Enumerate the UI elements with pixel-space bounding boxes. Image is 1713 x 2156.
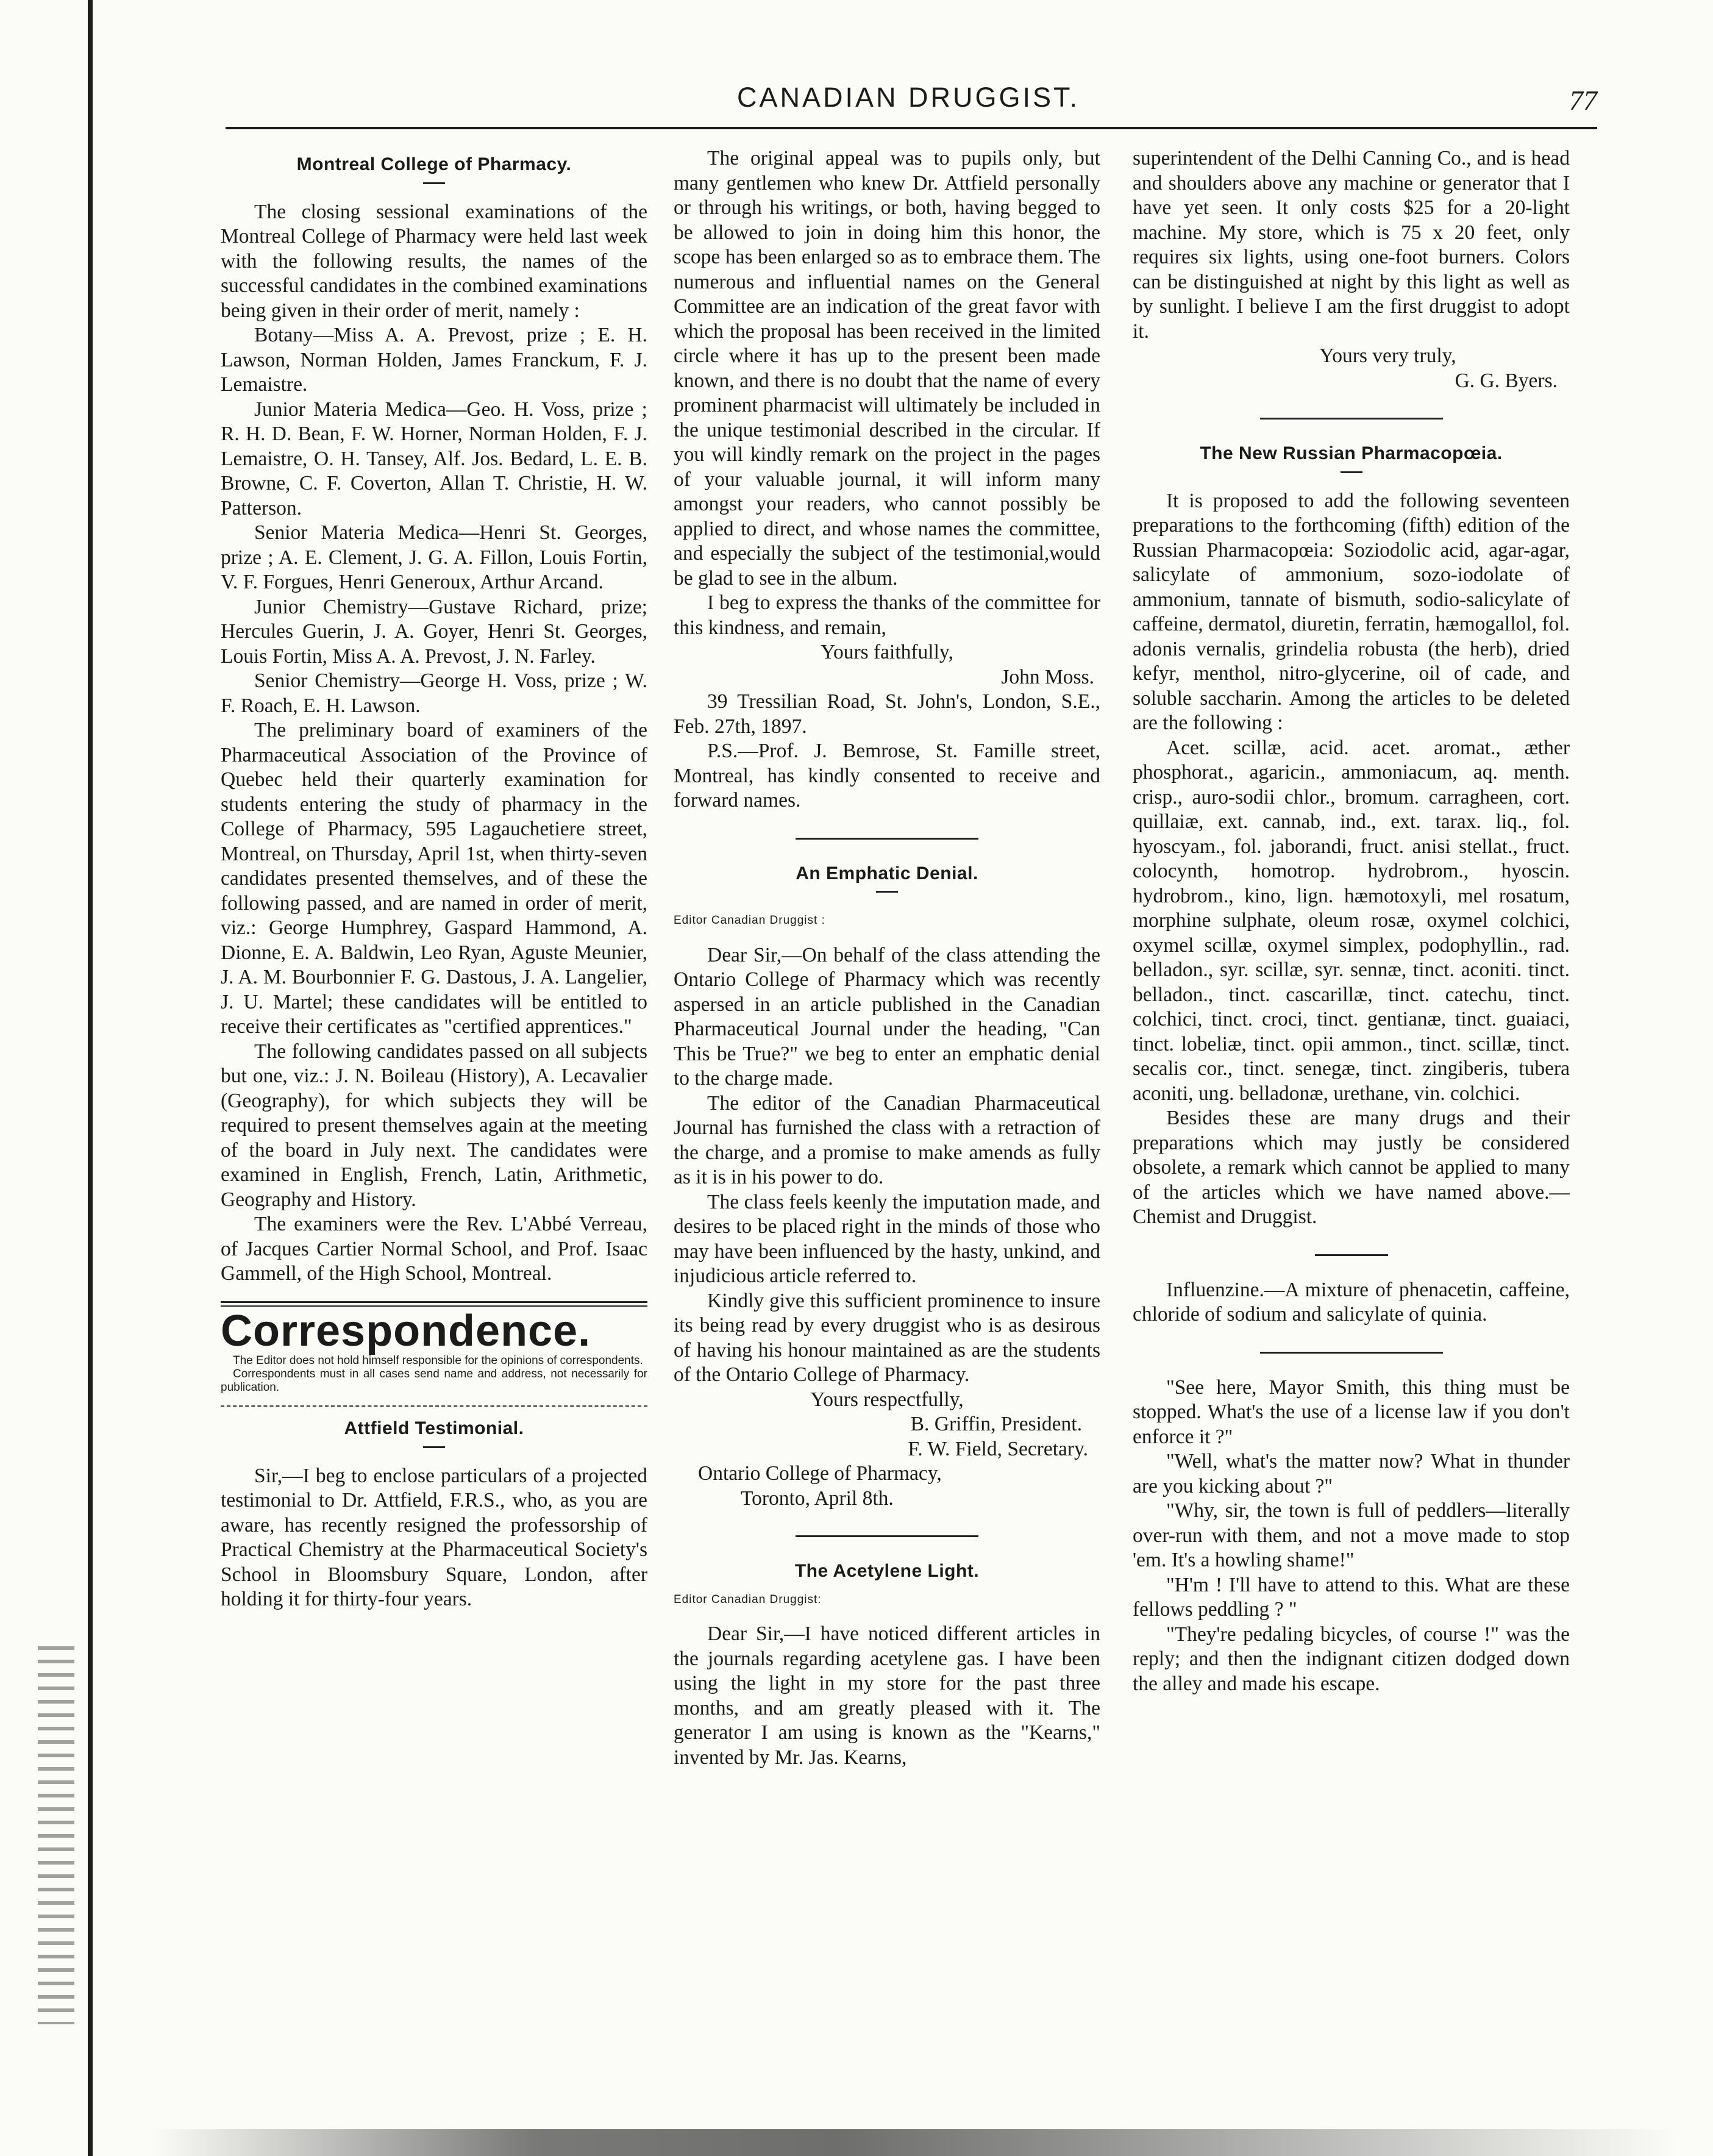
heading-dash xyxy=(423,182,445,184)
article-separator xyxy=(1315,1254,1388,1256)
paragraph: Influenzine.—A mixture of phenacetin, caffeine, chloride of sodium and salicylate of quinia. xyxy=(1133,1278,1570,1326)
paragraph: Senior Chemistry—George H. Voss, prize ; W. F. Roach, E. H. Lawson. xyxy=(221,669,647,717)
article-separator xyxy=(1260,418,1443,419)
page-header xyxy=(219,79,1597,128)
paragraph: Junior Chemistry—Gustave Richard, prize; Hercules Guerin, J. A. Goyer, Henri St. Georges, Louis Fortin, Miss A. A. Prevost, J. N. Farley. xyxy=(221,595,647,668)
closing: Yours very truly, xyxy=(1319,344,1456,367)
paragraph: I beg to express the thanks of the committee for this kindness, and remain, xyxy=(674,591,1100,639)
paragraph: Dear Sir,—I have noticed different articles in the journals regarding acetylene gas. I have been using the light in my store for the past three months, and am greatly pleased with it. The generator I am using is known as the "Kearns," invented by Mr. Jas. Kearns, xyxy=(674,1622,1100,1769)
paragraph: Besides these are many drugs and their preparations which may justly be considered obsolete, a remark which cannot be applied to many of the articles which we have named above.—Chemist and Druggist. xyxy=(1133,1107,1570,1228)
paragraph: Kindly give this sufficient prominence to insure its being read by every druggist who is as desirous of having his honour maintained as are the students of the Ontario College of Pharmacy. xyxy=(674,1289,1100,1386)
paragraph: "They're pedaling bicycles, of course !" was the reply; and then the indignant citizen dodged down the alley and made his escape. xyxy=(1133,1622,1570,1695)
dashed-rule xyxy=(221,1405,647,1407)
place: Ontario College of Pharmacy, xyxy=(698,1462,942,1485)
scan-artifacts xyxy=(38,1646,74,2024)
paragraph: "Why, sir, the town is full of peddlers—literally over-run with them, and not a move made to stop 'em. It's a howling shame!" xyxy=(1133,1499,1570,1571)
page-number: 77 xyxy=(1569,85,1597,116)
closing: Yours faithfully, xyxy=(821,641,953,663)
paragraph: Junior Materia Medica—Geo. H. Voss, prize ; R. H. D. Bean, F. W. Horner, Norman Holden, F. J. Lemaistre, O. H. Tansey, Alf. Jos. Bedard, L. E. B. Browne, C. F. Coverton, Allan T. Christie, H. W. Patterson. xyxy=(221,398,647,519)
paragraph: Sir,—I beg to enclose particulars of a projected testimonial to Dr. Attfield, F.R.S., who, as you are aware, has recently resigned the professorship of Practical Chemistry at the Pharmaceutical Society's School in Bloomsbury Square, London, after holding it for thirty-four years. xyxy=(221,1464,647,1610)
paragraph: superintendent of the Delhi Canning Co., and is head and shoulders above any machine or generator that I have yet seen. It only costs $25 for a 20-light machine. My store, which is 75 x 20 feet, only requires six lights, using one-foot burners. Colors can be distinguished at night by this light as well as by sunlight. I believe I am the first druggist to adopt it. xyxy=(1133,147,1570,343)
paragraph: Botany—Miss A. A. Prevost, prize ; E. H. Lawson, Norman Holden, James Franckum, F. J. Lemaistre. xyxy=(221,324,647,396)
paragraph: The editor of the Canadian Pharmaceutical Journal has furnished the class with a retraction of the charge, and a promise to make amends as fully as it is in his power to do. xyxy=(674,1091,1100,1188)
paragraph: "Well, what's the matter now? What in thunder are you kicking about ?" xyxy=(1133,1450,1570,1497)
section-title-correspondence: Correspondence. xyxy=(221,1306,591,1355)
notice-line: The Editor does not hold himself responsible for the opinions of correspondents. xyxy=(233,1354,643,1367)
signature: G. G. Byers. xyxy=(1455,369,1558,392)
notice-line: Correspondents must in all cases send name and address, not necessarily for publication. xyxy=(221,1368,647,1394)
article-separator xyxy=(1260,1352,1443,1354)
paragraph: Senior Materia Medica—Henri St. Georges, prize ; A. E. Clement, J. G. A. Fillon, Louis Fortin, V. F. Forgues, Henri Generoux, Arthur Arcand. xyxy=(221,521,647,593)
article-heading-montreal: Montreal College of Pharmacy. xyxy=(296,154,572,174)
paragraph: It is proposed to add the following seventeen preparations to the forthcoming (fifth) edition of the Russian Pharmacopœia: Soziodolic acid, agar-agar, salicylate of ammonium, sozo-iodolate of ammonium, tannate of bismuth, sodio-salicylate of caffeine, dermatol, diuretin, ferratin, hæmogallol, fol. adonis vernalis, grindelia robusta (the herb), dried kefyr, menthol, nitro-glycerine, oil of cade, and soluble saccharin. Among the articles to be deleted are the following : xyxy=(1133,489,1570,734)
address: 39 Tressilian Road, St. John's, London, S.E., Feb. 27th, 1897. xyxy=(674,690,1100,738)
heading-dash xyxy=(1341,471,1362,473)
article-separator xyxy=(796,838,978,840)
paragraph: The class feels keenly the imputation made, and desires to be placed right in the minds of those who may have been influenced by the hasty, unkind, and injudicious article referred to. xyxy=(674,1190,1100,1287)
paragraph: Acet. scillæ, acid. acet. aromat., æther phosphorat., agaricin., ammoniacum, aq. menth. crisp., auro-sodii chlor., bromum. carragheen, cort. quillaiæ, ext. cannab, ind., ext. tarax. liq., fol. hyoscyam., fol. jaborandi, fruct. anisi stellat., fruct. colocynth, homotrop. hydrobrom., hyoscin. hydrobrom., kino, lign. hæmotoxyli, mel rosatum, morphine sulphate, oleum rosæ, oxymel colchici, oxymel scillæ, oxymel simplex, podophyllin., rad. belladon., syr. scillæ, syr. sennæ, tinct. aconiti. tinct. belladon., tinct. cascarillæ, tinct. catechu, tinct. colchici, tinct. croci, tinct. gentianæ, tinct. guaiaci, tinct. lobeliæ, tinct. opii ammon., tinct. scillæ, tinct. secalis cor., tinct. senegæ, tinct. zingiberis, tubera aconiti, ung. belladonæ, urethane, vin. colchici. xyxy=(1133,736,1570,1105)
article-heading-attfield: Attfield Testimonial. xyxy=(344,1418,524,1438)
paragraph: The original appeal was to pupils only, but many gentlemen who knew Dr. Attfield personally or through his writings, or both, having begged to be allowed to join in doing him this honor, the scope has been enlarged so as to embrace them. The numerous and influential names on the General Committee are an indication of the great favor with which the proposal has been received in the limited circle where it has up to the present been made known, and there is no doubt that the name of every prominent pharmacist will ultimately be included in the unique testimonial described in the circular. If you will kindly remark on the project in the pages of your valuable journal, it will inform many amongst your readers, who cannot possibly be applied to direct, and whose names the committee, and especially the subject of the testimonial,would be glad to see in the album. xyxy=(674,147,1100,590)
paragraph: The following candidates passed on all subjects but one, viz.: J. N. Boileau (History), A. Lecavalier (Geography), for which subjects they will be required to present themselves again at the meeting of the board in July next. The candidates were examined in English, French, Latin, Arithmetic, Geography and History. xyxy=(221,1040,647,1211)
paragraph: P.S.—Prof. J. Bemrose, St. Famille street, Montreal, has kindly consented to receive and forward names. xyxy=(674,740,1100,812)
article-heading-acetylene: The Acetylene Light. xyxy=(794,1561,980,1581)
signature: B. Griffin, President. xyxy=(910,1413,1082,1435)
paragraph: Dear Sir,—On behalf of the class attending the Ontario College of Pharmacy which was recently aspersed in an article published in the Canadian Pharmaceutical Journal under the heading, "Can This be True?" we beg to enter an emphatic denial to the charge made. xyxy=(674,943,1100,1090)
paragraph: The closing sessional examinations of the Montreal College of Pharmacy were held last week with the following results, the names of the successful candidates in the combined examinations being given in their order of merit, namely : xyxy=(221,200,647,322)
heading-dash xyxy=(876,891,898,893)
article-heading-russian: The New Russian Pharmacopœia. xyxy=(1200,443,1503,463)
signature: John Moss. xyxy=(1001,665,1094,688)
editor-notice xyxy=(221,1354,647,1394)
section-rule xyxy=(221,1301,647,1307)
article-separator xyxy=(796,1535,978,1537)
running-title: CANADIAN DRUGGIST. xyxy=(736,82,1080,113)
article-heading-denial: An Emphatic Denial. xyxy=(796,863,978,883)
heading-dash xyxy=(423,1446,445,1448)
closing: Yours respectfully, xyxy=(810,1388,964,1411)
column-right xyxy=(1133,146,1570,2097)
paragraph: "See here, Mayor Smith, this thing must be stopped. What's the use of a license law if you don't enforce it ?" xyxy=(1133,1376,1570,1448)
header-rule xyxy=(226,127,1597,129)
paragraph: "H'm ! I'll have to attend to this. What are these fellows peddling ? " xyxy=(1133,1573,1570,1621)
paragraph: The preliminary board of examiners of the Pharmaceutical Association of the Province of Quebec held their quarterly examination for students entering the study of pharmacy in the College of Pharmacy, 595 Lagauchetiere street, Montreal, on Thursday, April 1st, when thirty-seven candidates presented themselves, and of these the following passed, and are named in order of merit, viz.: George Humphrey, Gaspard Hammond, A. Dionne, E. A. Baldwin, Leo Ryan, Aguste Meunier, J. A. M. Bourbonnier F. G. Dastous, J. A. Langelier, J. U. Martel; these candidates will be entitled to receive their certificates as "certified apprentices." xyxy=(221,719,647,1038)
scan-bottom-edge xyxy=(152,2129,1676,2156)
column-middle xyxy=(674,146,1100,2097)
editor-salutation: Editor Canadian Druggist : xyxy=(674,914,825,927)
binding-edge xyxy=(88,0,93,2156)
column-left xyxy=(221,146,647,2097)
place: Toronto, April 8th. xyxy=(741,1487,894,1510)
editor-salutation: Editor Canadian Druggist: xyxy=(674,1593,822,1606)
signature: F. W. Field, Secretary. xyxy=(908,1437,1088,1460)
paragraph: The examiners were the Rev. L'Abbé Verreau, of Jacques Cartier Normal School, and Prof. Isaac Gammell, of the High School, Montreal. xyxy=(221,1213,647,1285)
